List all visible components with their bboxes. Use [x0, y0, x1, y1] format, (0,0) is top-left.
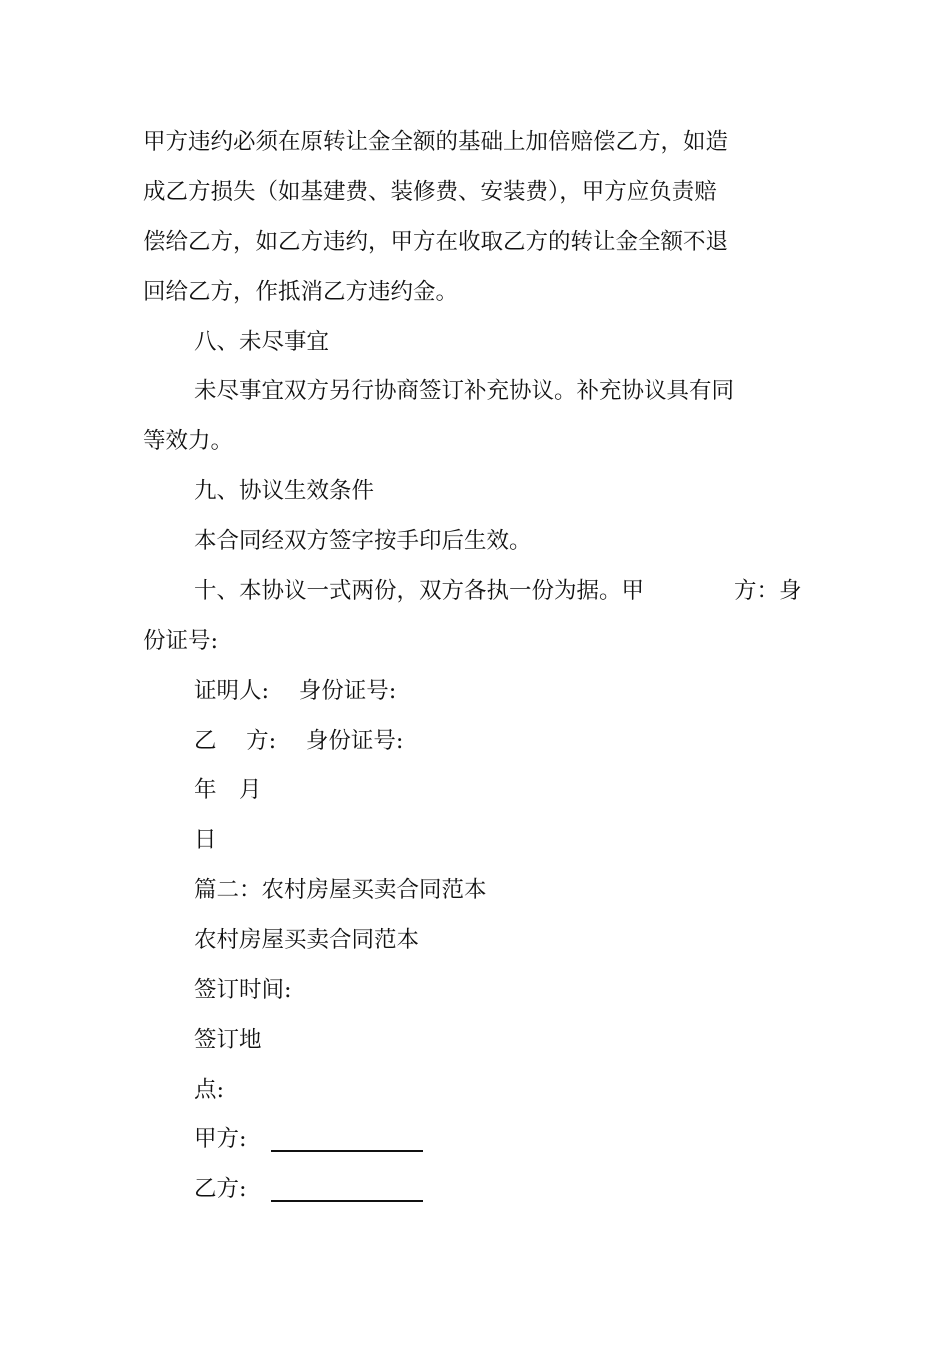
paragraph-line: 甲方违约必须在原转让金全额的基础上加倍赔偿乙方，如造 [143, 129, 729, 155]
party-a-field [194, 1124, 423, 1154]
party-b-field [194, 1174, 423, 1204]
paragraph-line: 十、本协议一式两份，双方各执一份为据。甲 方：身 [194, 578, 802, 604]
party-a-blank-line [271, 1150, 423, 1152]
signing-place-label: 签订地 [194, 1027, 262, 1053]
document-title: 农村房屋买卖合同范本 [194, 927, 420, 953]
signature-field: 证明人: 身份证号: [194, 678, 397, 704]
party-b-blank-line [271, 1200, 423, 1202]
signing-place-label: 点: [194, 1077, 225, 1103]
signature-field: 乙 方: 身份证号: [194, 728, 404, 754]
signing-time-label: 签订时间: [194, 977, 292, 1003]
section-heading: 八、未尽事宜 [194, 329, 330, 355]
paragraph-line: 份证号: [143, 628, 219, 654]
paragraph-line: 回给乙方，作抵消乙方违约金。 [143, 279, 459, 305]
date-field: 年 月 [194, 777, 262, 803]
paragraph-line: 等效力。 [143, 428, 234, 454]
paragraph-line: 未尽事宜双方另行协商签订补充协议。补充协议具有同 [194, 378, 735, 404]
section-heading: 九、协议生效条件 [194, 478, 375, 504]
paragraph-line: 偿给乙方，如乙方违约，甲方在收取乙方的转让金全额不退 [143, 229, 729, 255]
party-a-label: 甲方: [194, 1126, 247, 1152]
part-heading: 篇二：农村房屋买卖合同范本 [194, 877, 487, 903]
date-field: 日 [194, 827, 217, 853]
paragraph-line: 本合同经双方签字按手印后生效。 [194, 528, 532, 554]
party-b-label: 乙方: [194, 1176, 247, 1202]
paragraph-line: 成乙方损失（如基建费、装修费、安装费），甲方应负责赔 [143, 179, 717, 205]
